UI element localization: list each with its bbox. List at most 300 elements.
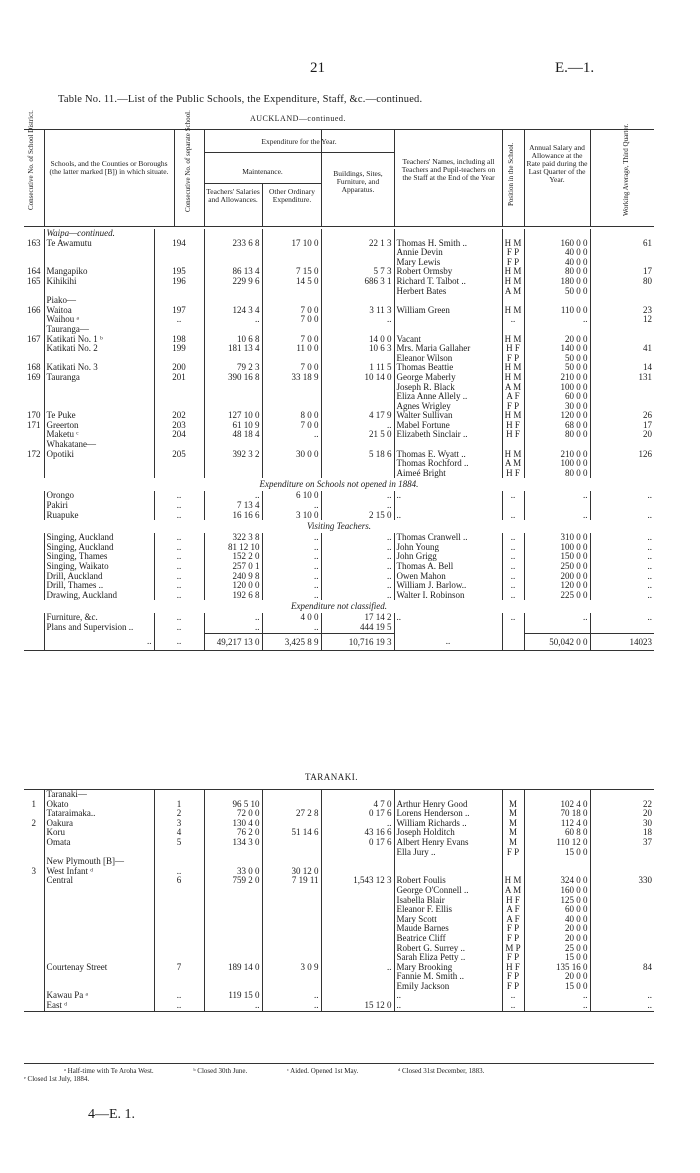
header-schools: Schools, and the Counties or Boroughs (the latter marked [B]) in which situate. <box>49 159 169 176</box>
table-cell <box>524 623 590 633</box>
table-row <box>24 838 654 848</box>
table-cell <box>590 459 654 469</box>
table-cell <box>24 229 44 239</box>
table-cell: Walter Sullivan <box>394 411 502 421</box>
table-cell: .. <box>154 511 204 521</box>
table-cell <box>204 944 262 954</box>
table-row <box>24 896 654 906</box>
table-cell <box>590 790 654 800</box>
table-cell: Drill, Auckland <box>44 572 154 582</box>
table-cell <box>524 440 590 450</box>
table-cell: .. <box>262 501 321 511</box>
table-cell: .. <box>394 511 502 521</box>
table-cell: Greerton <box>44 421 154 431</box>
table-cell: .. <box>321 581 394 591</box>
table-cell <box>24 857 44 867</box>
table-cell: 167 <box>27 334 41 344</box>
table-cell: .. <box>154 613 204 623</box>
table-cell <box>590 944 654 954</box>
table-cell <box>502 229 524 239</box>
table-cell: 4 0 0 <box>262 613 321 623</box>
table-row <box>24 924 654 934</box>
table-row <box>24 581 654 591</box>
table-cell <box>394 623 502 633</box>
table-cell: Aimeé Bright <box>394 469 502 479</box>
table-row <box>24 562 654 572</box>
table-row <box>24 982 654 992</box>
table-cell: M <box>502 828 524 838</box>
table-cell <box>321 953 394 963</box>
table-cell: 3 0 9 <box>262 963 321 973</box>
table-cell: 110 12 0 <box>524 838 590 848</box>
table-cell: 15 12 0 <box>321 1001 394 1011</box>
table-cell: Vacant <box>394 335 502 345</box>
table-cell <box>154 857 204 867</box>
table-cell: Maketu ᶜ <box>44 430 154 440</box>
table-row <box>24 383 654 393</box>
section-heading-row <box>24 478 654 491</box>
table-cell: Singing, Auckland <box>44 543 154 553</box>
table-cell: Beatrice Cliff <box>394 934 502 944</box>
table-cell: 194 <box>154 239 204 249</box>
table-row <box>24 934 654 944</box>
table-cell: Mary Scott <box>394 915 502 925</box>
table-cell <box>394 501 502 511</box>
table-cell: 6 10 0 <box>262 491 321 501</box>
table-cell: Pakiri <box>44 501 154 511</box>
table-cell: F P <box>502 934 524 944</box>
signature: 4—E. 1. <box>88 1107 136 1122</box>
table-cell: H M <box>502 363 524 373</box>
table-cell: .. <box>262 991 321 1001</box>
table-cell: .. <box>321 543 394 553</box>
table-cell: Taranaki— <box>44 790 154 800</box>
table-cell <box>154 258 204 268</box>
table-cell: .. <box>590 552 654 562</box>
table-cell: Lorens Henderson .. <box>394 809 502 819</box>
table-cell: 14 0 0 <box>321 335 394 345</box>
table-cell <box>321 258 394 268</box>
table-cell <box>24 982 44 992</box>
table-cell: 197 <box>154 306 204 316</box>
table-cell: .. <box>502 511 524 521</box>
table-cell: .. <box>321 533 394 543</box>
table-cell <box>262 354 321 364</box>
table-cell <box>154 229 204 239</box>
table-cell: 20 0 0 <box>524 924 590 934</box>
table-cell: 17 <box>590 267 654 277</box>
table-cell: .. <box>321 315 394 325</box>
table-cell <box>24 543 44 553</box>
table-cell: Thomas Beattie <box>394 363 502 373</box>
table-cell: .. <box>154 501 204 511</box>
auckland-table <box>24 229 654 651</box>
table-cell: West Infant ᵈ <box>44 867 154 877</box>
table-cell <box>204 469 262 479</box>
table-cell: H M <box>502 411 524 421</box>
table-cell: .. <box>524 511 590 521</box>
table-cell: William J. Barlow.. <box>394 581 502 591</box>
table-row <box>24 991 654 1001</box>
table-cell <box>204 229 262 239</box>
table-cell: H M <box>502 450 524 460</box>
table-cell: .. <box>502 543 524 553</box>
footnote-d: ᵈ Closed 31st December, 1883. <box>398 1067 485 1075</box>
table-cell: 120 0 0 <box>204 581 262 591</box>
table-cell: .. <box>590 581 654 591</box>
table-cell: 140 0 0 <box>524 344 590 354</box>
table-row <box>24 552 654 562</box>
table-cell <box>262 915 321 925</box>
table-cell: 7 13 4 <box>204 501 262 511</box>
table-cell: 17 14 2 <box>321 613 394 623</box>
table-cell: Katikati No. 3 <box>44 363 154 373</box>
table-cell: H M <box>502 335 524 345</box>
table-cell <box>24 258 44 268</box>
table-cell <box>154 896 204 906</box>
table-row <box>24 623 654 633</box>
table-cell <box>590 934 654 944</box>
table-cell <box>204 982 262 992</box>
table-cell <box>590 848 654 858</box>
table-cell: .. <box>502 591 524 601</box>
table-cell: 7 0 0 <box>262 315 321 325</box>
table-cell: 160 0 0 <box>524 886 590 896</box>
table-cell: 160 0 0 <box>524 239 590 249</box>
table-cell: 686 3 1 <box>321 277 394 287</box>
table-cell <box>262 402 321 412</box>
table-cell <box>154 296 204 306</box>
table-cell: .. <box>154 552 204 562</box>
table-cell: .. <box>262 543 321 553</box>
table-title: Table No. 11.—List of the Public Schools, the Expenditure, Staff, &c.—continued. <box>58 94 423 105</box>
table-cell: Tauranga <box>44 373 154 383</box>
table-cell: Robert G. Surrey .. <box>394 944 502 954</box>
table-cell: 192 6 8 <box>204 591 262 601</box>
table-cell <box>24 848 44 858</box>
table-cell: F P <box>502 248 524 258</box>
section-taranaki: TARANAKI. <box>305 772 359 782</box>
table-cell <box>204 896 262 906</box>
table-cell: 120 0 0 <box>524 411 590 421</box>
table-cell <box>590 896 654 906</box>
table-cell: .. <box>502 533 524 543</box>
table-cell: Visiting Teachers. <box>306 521 371 532</box>
table-cell: M P <box>502 944 524 954</box>
table-cell <box>262 440 321 450</box>
table-cell: F P <box>502 402 524 412</box>
table-cell: Mabel Fortune <box>394 421 502 431</box>
table-cell: 257 0 1 <box>204 562 262 572</box>
table-cell: .. <box>590 533 654 543</box>
table-cell: H M <box>502 373 524 383</box>
table-cell: 61 <box>590 239 654 249</box>
table-cell <box>24 402 44 412</box>
table-cell <box>44 944 154 954</box>
table-cell: Katikati No. 1 ᵇ <box>44 335 154 345</box>
table-cell: 10 14 0 <box>321 373 394 383</box>
table-cell <box>24 613 44 623</box>
table-cell: 48 18 4 <box>204 430 262 440</box>
table-row <box>24 944 654 954</box>
table-cell <box>321 905 394 915</box>
table-cell <box>262 838 321 848</box>
table-cell: Waipa—continued. <box>44 229 154 239</box>
table-cell: .. <box>321 819 394 829</box>
table-row <box>24 886 654 896</box>
table-cell: 15 0 0 <box>524 953 590 963</box>
table-cell: .. <box>321 552 394 562</box>
table-row <box>24 533 654 543</box>
table-cell <box>321 459 394 469</box>
table-cell <box>24 392 44 402</box>
table-cell <box>24 430 44 440</box>
table-cell: Mrs. Maria Gallaher <box>394 344 502 354</box>
table-row <box>24 411 654 421</box>
table-cell <box>204 392 262 402</box>
table-cell: 180 0 0 <box>524 277 590 287</box>
table-cell: Thomas H. Smith .. <box>394 239 502 249</box>
table-cell: 202 <box>154 411 204 421</box>
table-cell: Te Awamutu <box>44 239 154 249</box>
table-row <box>24 450 654 460</box>
table-cell <box>394 296 502 306</box>
table-cell <box>590 354 654 364</box>
table-cell: 7 <box>154 963 204 973</box>
table-cell: .. <box>321 501 394 511</box>
table-cell: 124 3 4 <box>204 306 262 316</box>
table-cell <box>590 392 654 402</box>
table-cell <box>262 857 321 867</box>
table-cell: 210 0 0 <box>524 373 590 383</box>
table-cell: .. <box>321 963 394 973</box>
table-cell: Thomas Cranwell .. <box>394 533 502 543</box>
table-cell <box>204 287 262 297</box>
table-cell: 233 6 8 <box>204 239 262 249</box>
table-cell: 40 0 0 <box>524 915 590 925</box>
table-cell: .. <box>154 1001 204 1011</box>
table-cell: 1 <box>31 799 36 809</box>
table-row <box>24 402 654 412</box>
table-cell: 30 12 0 <box>262 867 321 877</box>
table-cell: 196 <box>154 277 204 287</box>
table-cell: 20 <box>590 430 654 440</box>
table-cell: A M <box>502 459 524 469</box>
table-cell: .. <box>262 533 321 543</box>
table-cell <box>44 354 154 364</box>
table-cell: Okato <box>44 800 154 810</box>
table-cell <box>24 838 44 848</box>
table-cell: 20 0 0 <box>524 335 590 345</box>
table-cell <box>204 296 262 306</box>
table-cell: .. <box>262 572 321 582</box>
header-maintenance: Maintenance. <box>242 167 283 176</box>
table-cell: 22 1 3 <box>321 239 394 249</box>
table-cell: H F <box>502 896 524 906</box>
table-cell: Expenditure on Schools not opened in 1884. <box>259 479 419 490</box>
table-cell <box>502 633 524 650</box>
table-cell <box>262 896 321 906</box>
table-row <box>24 392 654 402</box>
table-cell <box>394 790 502 800</box>
table-cell <box>204 402 262 412</box>
table-cell: 165 <box>27 276 41 286</box>
table-cell <box>321 991 394 1001</box>
table-cell <box>321 469 394 479</box>
table-cell <box>204 924 262 934</box>
auckland-totals-row <box>24 633 654 650</box>
table-cell <box>524 501 590 511</box>
table-cell: 26 <box>590 411 654 421</box>
table-cell <box>154 982 204 992</box>
table-cell: John Young <box>394 543 502 553</box>
table-cell: Singing, Waikato <box>44 562 154 572</box>
table-cell: 15 0 0 <box>524 848 590 858</box>
table-cell: William Green <box>394 306 502 316</box>
table-cell: Mangapiko <box>44 267 154 277</box>
table-row <box>24 315 654 325</box>
table-cell <box>44 924 154 934</box>
table-cell: 80 0 0 <box>524 267 590 277</box>
table-cell <box>204 248 262 258</box>
table-row <box>24 828 654 838</box>
header-salary-rate: Annual Salary and Allowance at the Rate paid during the Last Quarter of the Year. <box>526 143 588 184</box>
table-cell: .. <box>502 552 524 562</box>
table-cell <box>204 886 262 896</box>
table-cell: 20 0 0 <box>524 972 590 982</box>
table-cell: F P <box>502 848 524 858</box>
table-cell <box>24 591 44 601</box>
table-row <box>24 354 654 364</box>
table-cell <box>502 296 524 306</box>
table-cell <box>154 848 204 858</box>
table-cell: 80 0 0 <box>524 430 590 440</box>
table-cell: 61 10 9 <box>204 421 262 431</box>
table-cell: 3 10 0 <box>262 511 321 521</box>
table-cell <box>394 325 502 335</box>
table-cell <box>24 572 44 582</box>
table-cell <box>44 848 154 858</box>
table-cell: 7 0 0 <box>262 363 321 373</box>
table-cell: 5 18 6 <box>321 450 394 460</box>
table-row <box>24 440 654 450</box>
table-cell: .. <box>154 572 204 582</box>
table-cell <box>24 383 44 393</box>
table-cell: 100 0 0 <box>524 543 590 553</box>
table-cell: Owen Mahon <box>394 572 502 582</box>
table-cell: 100 0 0 <box>524 459 590 469</box>
table-cell <box>24 325 44 335</box>
table-cell <box>204 915 262 925</box>
table-cell <box>154 392 204 402</box>
table-cell <box>524 867 590 877</box>
table-row <box>24 306 654 316</box>
table-cell <box>262 982 321 992</box>
table-cell <box>44 934 154 944</box>
table-cell: 240 9 8 <box>204 572 262 582</box>
table-cell: 41 <box>590 344 654 354</box>
table-cell <box>590 953 654 963</box>
table-cell: 200 <box>154 363 204 373</box>
table-cell: Furniture, &c. <box>44 613 154 623</box>
table-cell <box>321 924 394 934</box>
table-cell: 131 <box>590 373 654 383</box>
table-cell: New Plymouth [B]— <box>44 857 154 867</box>
table-cell: 33 0 0 <box>204 867 262 877</box>
table-cell <box>524 790 590 800</box>
table-cell: 7 15 0 <box>262 267 321 277</box>
table-cell: Thomas Rochford .. <box>394 459 502 469</box>
table-cell: 330 <box>590 876 654 886</box>
table-cell: 1 <box>154 800 204 810</box>
table-cell <box>204 905 262 915</box>
table-cell <box>24 633 44 650</box>
table-cell: 50 0 0 <box>524 363 590 373</box>
table-cell <box>262 790 321 800</box>
table-cell <box>44 383 154 393</box>
table-cell: Emily Jackson <box>394 982 502 992</box>
table-cell: .. <box>154 633 204 650</box>
table-row <box>24 591 654 601</box>
table-cell: 195 <box>154 267 204 277</box>
table-cell: 200 0 0 <box>524 572 590 582</box>
table-cell: 80 <box>590 277 654 287</box>
table-cell: Herbert Bates <box>394 287 502 297</box>
table-cell <box>24 876 44 886</box>
table-cell: Richard T. Talbot .. <box>394 277 502 287</box>
table-cell: .. <box>524 491 590 501</box>
table-cell <box>24 886 44 896</box>
table-cell <box>24 963 44 973</box>
table-cell: 10 6 3 <box>321 344 394 354</box>
table-row <box>24 963 654 973</box>
table-cell: H F <box>502 344 524 354</box>
table-cell: A F <box>502 915 524 925</box>
table-cell <box>204 790 262 800</box>
page-reference: E.—1. <box>555 60 595 76</box>
table-cell: 51 14 6 <box>262 828 321 838</box>
table-cell <box>262 296 321 306</box>
table-cell <box>394 315 502 325</box>
table-cell <box>24 972 44 982</box>
table-cell <box>321 867 394 877</box>
table-cell: 8 0 0 <box>262 411 321 421</box>
table-cell <box>321 790 394 800</box>
table-row <box>24 819 654 829</box>
table-cell: Eleanor Wilson <box>394 354 502 364</box>
table-cell <box>44 972 154 982</box>
table-cell: Robert Foulis <box>394 876 502 886</box>
table-cell: 14023 <box>590 633 654 650</box>
table-cell: .. <box>590 491 654 501</box>
table-cell: .. <box>590 613 654 623</box>
table-cell: 49,217 13 0 <box>204 633 262 650</box>
table-cell <box>590 402 654 412</box>
table-cell: 43 16 6 <box>321 828 394 838</box>
table-cell: .. <box>204 491 262 501</box>
table-row <box>24 572 654 582</box>
table-cell: 5 <box>154 838 204 848</box>
table-cell <box>262 248 321 258</box>
table-cell <box>262 819 321 829</box>
table-cell: .. <box>524 991 590 1001</box>
table-cell: .. <box>502 572 524 582</box>
table-cell <box>321 848 394 858</box>
table-cell <box>321 325 394 335</box>
table-cell: .. <box>502 562 524 572</box>
table-cell: Tauranga— <box>44 325 154 335</box>
table-cell <box>321 982 394 992</box>
